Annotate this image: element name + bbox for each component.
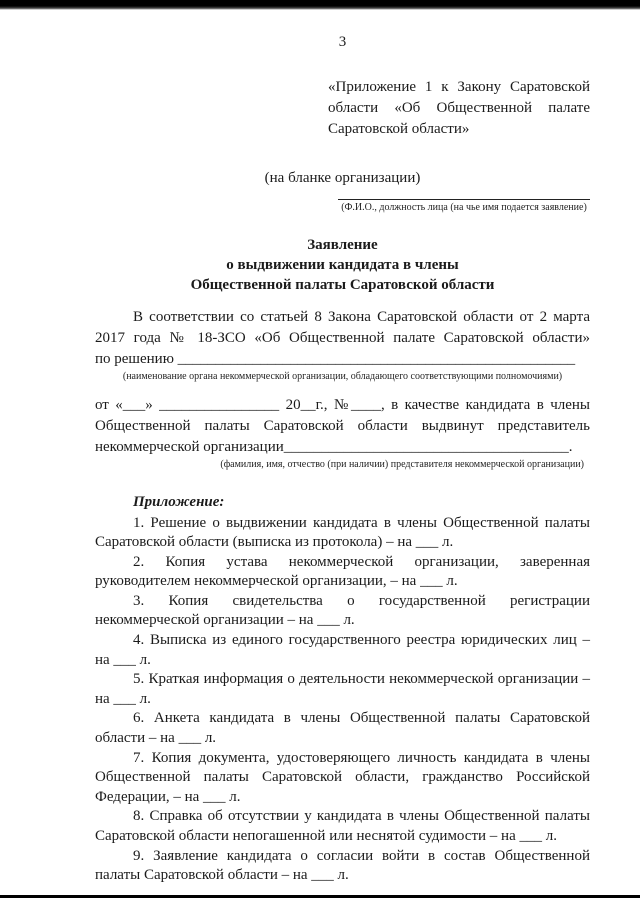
addressee-block bbox=[338, 199, 590, 215]
attachment-item-4: 4. Выписка из единого государственного реестра юридических лиц – на ___ л. bbox=[95, 632, 590, 668]
scan-artifact-top bbox=[0, 0, 640, 10]
attachment-item-7: 7. Копия документа, удостоверяющего личность кандидата в члены Общественной палаты Саратовской области, гражданство Российской Федерации, – на ___ л. bbox=[95, 749, 590, 805]
annex-reference: «Приложение 1 к Закону Саратовской области «Об Общественной палате Саратовской области» bbox=[328, 79, 590, 137]
document-title bbox=[95, 235, 590, 295]
addressee-caption: (Ф.И.О., должность лица (на чье имя подается заявление) bbox=[341, 202, 587, 213]
attachment-item-9: 9. Заявление кандидата о согласии войти в состав Общественной палаты Саратовской области – на ___ л. bbox=[95, 847, 590, 884]
letterhead-note: (на бланке организации) bbox=[264, 170, 421, 186]
paragraph-nomination: от «___» ________________ 20__г., №____, в качестве кандидата в члены Общественной палаты Саратовской области выдвинут представитель некоммерческой организации______________________________________. bbox=[95, 396, 590, 455]
attachments-heading: Приложение: bbox=[133, 493, 225, 510]
caption-representative-name: (фамилия, имя, отчество (при наличии) представителя некоммерческой организации) bbox=[220, 458, 584, 470]
caption-org-authority: (наименование органа некоммерческой организации, обладающего соответствующими полномочиями) bbox=[122, 370, 563, 382]
paragraph-legal-basis: В соответствии со статьей 8 Закона Саратовской области от 2 марта 2017 года № 18-ЗСО «Об Общественной палате Саратовской области» по решению _____________________________________________________ bbox=[95, 308, 590, 367]
attachment-item-5: 5. Краткая информация о деятельности некоммерческой организации – на ___ л. bbox=[95, 671, 590, 707]
page-number: 3 bbox=[338, 34, 347, 50]
attachment-item-2: 2. Копия устава некоммерческой организации, заверенная руководителем некоммерческой организации, – на ___ л. bbox=[95, 553, 590, 590]
attachments-list bbox=[95, 514, 590, 886]
scan-artifact-bottom bbox=[0, 895, 640, 898]
attachment-item-6: 6. Анкета кандидата в члены Общественной палаты Саратовской области – на ___ л. bbox=[95, 710, 590, 747]
attachment-item-8: 8. Справка об отсутствии у кандидата в члены Общественной палаты Саратовской области непогашенной или неснятой судимости – на ___ л. bbox=[95, 808, 590, 844]
title-line-2: о выдвижении кандидата в члены bbox=[226, 256, 459, 273]
attachment-item-1: 1. Решение о выдвижении кандидата в члены Общественной палаты Саратовской области (выписка из протокола) – на ___ л. bbox=[95, 514, 590, 551]
attachment-item-3: 3. Копия свидетельства о государственной регистрации некоммерческой организации – на ___ л. bbox=[95, 592, 590, 629]
title-line-3: Общественной палаты Саратовской области bbox=[190, 276, 495, 293]
document-page bbox=[0, 10, 640, 886]
title-line-1: Заявление bbox=[307, 236, 378, 253]
